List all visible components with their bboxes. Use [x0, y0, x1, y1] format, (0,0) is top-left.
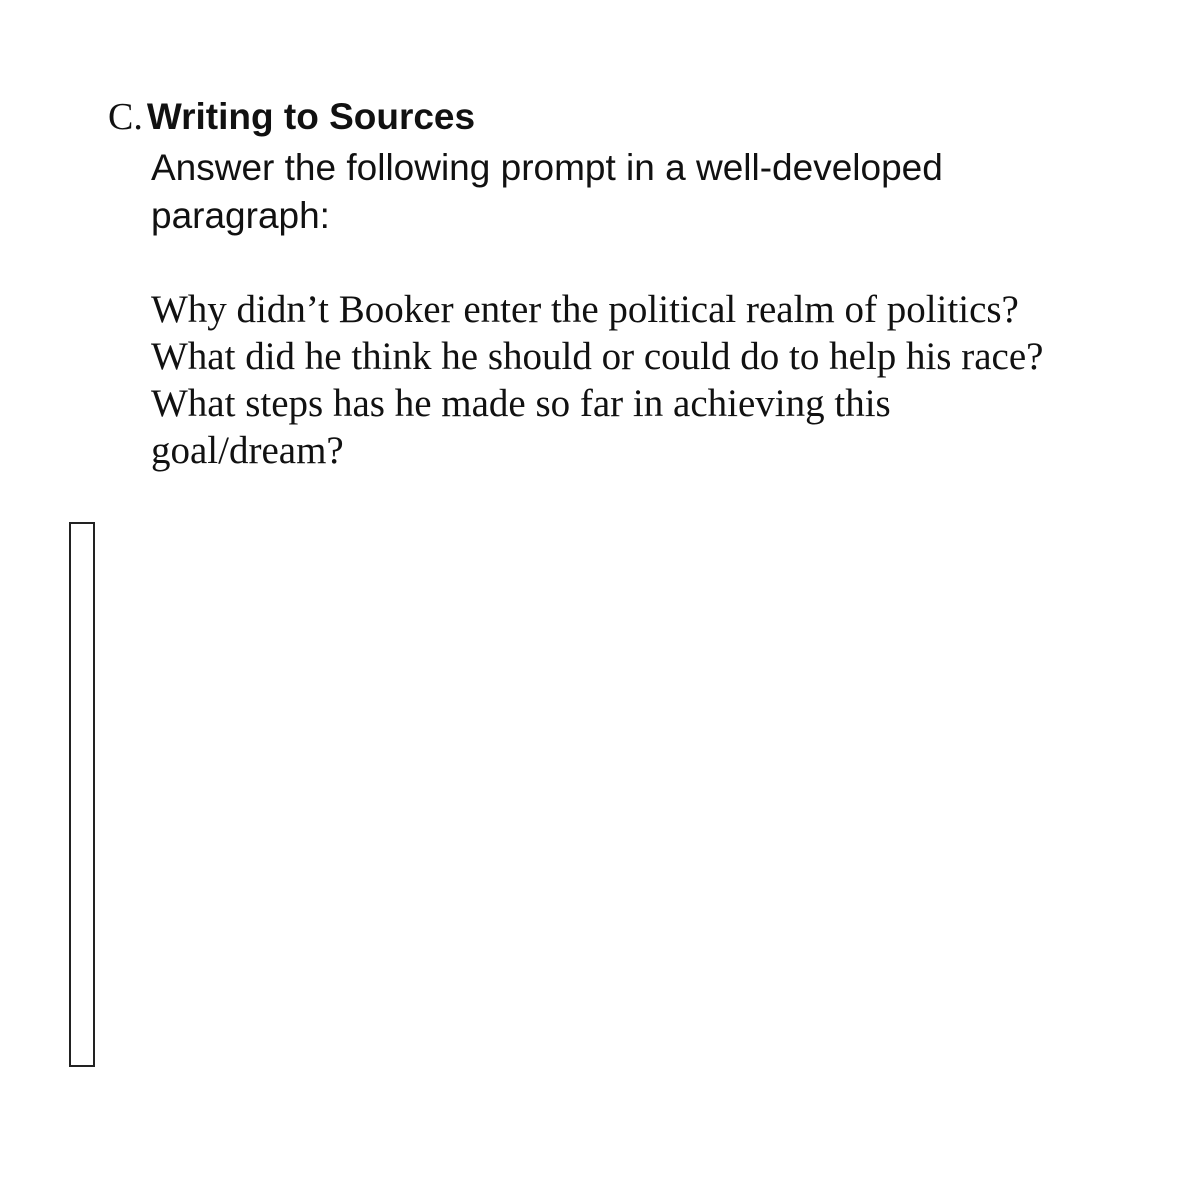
- prompt-line: Why didn’t Booker enter the political realm of politics?: [151, 288, 1019, 331]
- section-letter: C.: [108, 96, 143, 138]
- prompt-text: [151, 286, 1151, 474]
- prompt-line: goal/dream?: [151, 429, 344, 472]
- section-heading: [108, 95, 475, 147]
- prompt-line: What steps has he made so far in achieving this: [151, 382, 891, 425]
- answer-box[interactable]: [69, 522, 95, 1067]
- instruction-line: Answer the following prompt in a well-developed: [151, 147, 943, 188]
- instruction-text: [151, 144, 1071, 240]
- prompt-line: What did he think he should or could do to help his race?: [151, 335, 1044, 378]
- instruction-line: paragraph:: [151, 195, 330, 236]
- section-title: Writing to Sources: [146, 96, 476, 137]
